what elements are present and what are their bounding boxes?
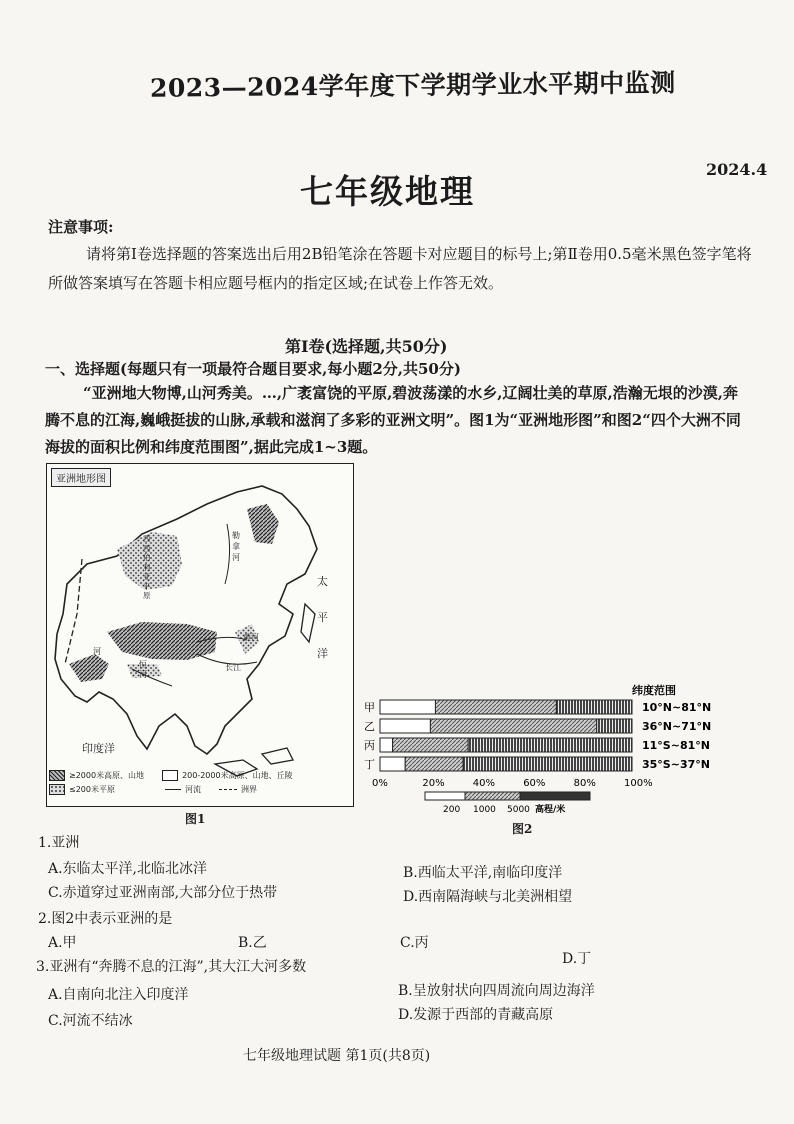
legend-value-0: 200	[443, 805, 461, 815]
japan-islands	[301, 604, 315, 642]
bar-乙-seg0	[380, 719, 430, 733]
indus-label: 河	[93, 647, 101, 656]
q3-option-a[interactable]: A.自南向北注入印度洋	[48, 987, 189, 1003]
q2-option-d[interactable]: D.丁	[562, 951, 592, 967]
legend-swatch-high	[49, 770, 65, 781]
exam-title: 2023—2024学年度下学期学业水平期中监测	[149, 68, 676, 103]
exam-date: 2024.4	[706, 160, 768, 179]
row-label-1: 乙	[364, 720, 375, 733]
row-label-3: 丁	[364, 758, 375, 771]
row-label-2: 丙	[364, 739, 375, 752]
ganges-label: 恒 河	[139, 660, 147, 679]
map-title: 亚洲地形图	[51, 468, 111, 487]
question-intro: “亚洲地大物博,山河秀美。…,广袤富饶的平原,碧波荡漾的水乡,辽阔壮美的草原,浩瀚无垠的沙漠,奔腾不息的江海,巍峨挺拔的山脉,承载和滋润了多彩的亚洲文明”。图1为“亚洲地形图”和图2“四个大洲不同海拔的面积比例和纬度范围图”,据此完成1~3题。	[45, 384, 741, 456]
page-footer: 七年级地理试题 第1页(共8页)	[243, 1048, 431, 1064]
bar-甲-seg2	[556, 700, 632, 714]
legend-high-label: ≥2000米高原、山地	[69, 770, 145, 780]
x-tick-4: 80%	[573, 778, 596, 789]
q3-option-c[interactable]: C.河流不结冰	[48, 1013, 133, 1029]
bar-甲-seg1	[435, 700, 556, 714]
legend-mid-label: 200-2000米高原、山地、丘陵	[182, 770, 293, 780]
latitude-label-3: 35°S~37°N	[642, 758, 710, 771]
q1-option-d[interactable]: D.西南隔海峡与北美洲相望	[403, 889, 573, 905]
asia-outline	[55, 486, 317, 754]
legend-unit: 高程/米	[535, 805, 566, 815]
row-label-0: 甲	[364, 701, 375, 714]
bar-甲-seg0	[380, 700, 435, 714]
legend-boundary-label: 洲界	[240, 784, 257, 794]
bar-乙-seg2	[597, 719, 632, 733]
q1-option-a[interactable]: A.东临太平洋,北临北冰洋	[48, 861, 208, 877]
latitude-label-0: 10°N~81°N	[642, 701, 712, 714]
bar-丙-seg0	[380, 738, 393, 752]
bar-丁-seg0	[380, 757, 405, 771]
indian-ocean-label: 印度洋	[82, 742, 115, 755]
legend-swatch-low	[49, 784, 65, 795]
x-tick-0: 0%	[372, 778, 388, 789]
figure1-caption: 图1	[185, 812, 206, 826]
part1-title: 第Ⅰ卷(选择题,共50分)	[285, 337, 448, 356]
section-title: 一、选择题(每题只有一项最符合题目要求,每小题2分,共50分)	[45, 360, 461, 378]
legend-swatch-low	[425, 792, 465, 800]
notice-body: 请将第Ⅰ卷选择题的答案选出后用2B铅笔涂在答题卡对应题目的标号上;第Ⅱ卷用0.5毫米黑色签字笔将所做答案填写在答题卡相应题号框内的指定区域;在试卷上作答无效。	[48, 245, 752, 292]
bar-丙-seg2	[468, 738, 632, 752]
legend-river-line	[165, 789, 181, 790]
bar-丁-seg1	[405, 757, 463, 771]
bar-乙-seg1	[430, 719, 596, 733]
figure2-caption: 图2	[512, 822, 533, 836]
legend-boundary-line	[219, 789, 237, 790]
x-tick-5: 100%	[624, 778, 653, 789]
legend-low-label: ≤200米平原	[69, 784, 115, 794]
question-3-stem: 3.亚洲有“奔腾不息的江海”,其大江大河多数	[36, 959, 307, 975]
x-tick-3: 60%	[523, 778, 546, 789]
siberia-plain-label: 西 西 伯 利 亚 平 原	[143, 534, 151, 600]
q1-option-c[interactable]: C.赤道穿过亚洲南部,大部分位于热带	[48, 885, 278, 901]
lena-label: 勒 拿 河	[232, 531, 240, 562]
question-1-stem: 1.亚洲	[38, 835, 80, 851]
x-tick-2: 40%	[472, 778, 496, 789]
elevation-chart	[360, 684, 730, 818]
pacific-label: 太 平 洋	[317, 575, 328, 660]
huanghe-label: 黄河	[243, 633, 259, 642]
q2-option-a[interactable]: A.甲	[48, 935, 77, 951]
asia-map	[46, 463, 354, 807]
question-2-stem: 2.图2中表示亚洲的是	[38, 911, 173, 927]
latitude-label-1: 36°N~71°N	[642, 720, 712, 733]
legend-value-1: 1000	[473, 805, 496, 815]
q2-option-c[interactable]: C.丙	[400, 935, 429, 951]
bar-丙-seg1	[393, 738, 469, 752]
legend-swatch-mid	[162, 770, 178, 781]
yangtze-label: 长江	[225, 663, 241, 672]
q3-option-b[interactable]: B.呈放射状向四周流向周边海洋	[398, 983, 595, 999]
subject-title: 七年级地理	[300, 172, 475, 211]
legend-swatch-mid	[465, 792, 520, 800]
q1-option-b[interactable]: B.西临太平洋,南临印度洋	[403, 865, 563, 881]
notice-heading: 注意事项:	[48, 218, 114, 236]
legend-river-label: 河流	[184, 784, 201, 794]
q3-option-d[interactable]: D.发源于西部的青藏高原	[398, 1007, 554, 1023]
q2-option-b[interactable]: B.乙	[238, 935, 267, 951]
map-legend	[49, 768, 349, 796]
latitude-label-2: 11°S~81°N	[642, 739, 710, 752]
x-tick-1: 20%	[422, 778, 445, 789]
legend-swatch-high	[520, 792, 590, 800]
bar-丁-seg2	[463, 757, 632, 771]
legend-value-2: 5000	[507, 805, 530, 815]
latitude-title: 纬度范围	[632, 684, 676, 697]
